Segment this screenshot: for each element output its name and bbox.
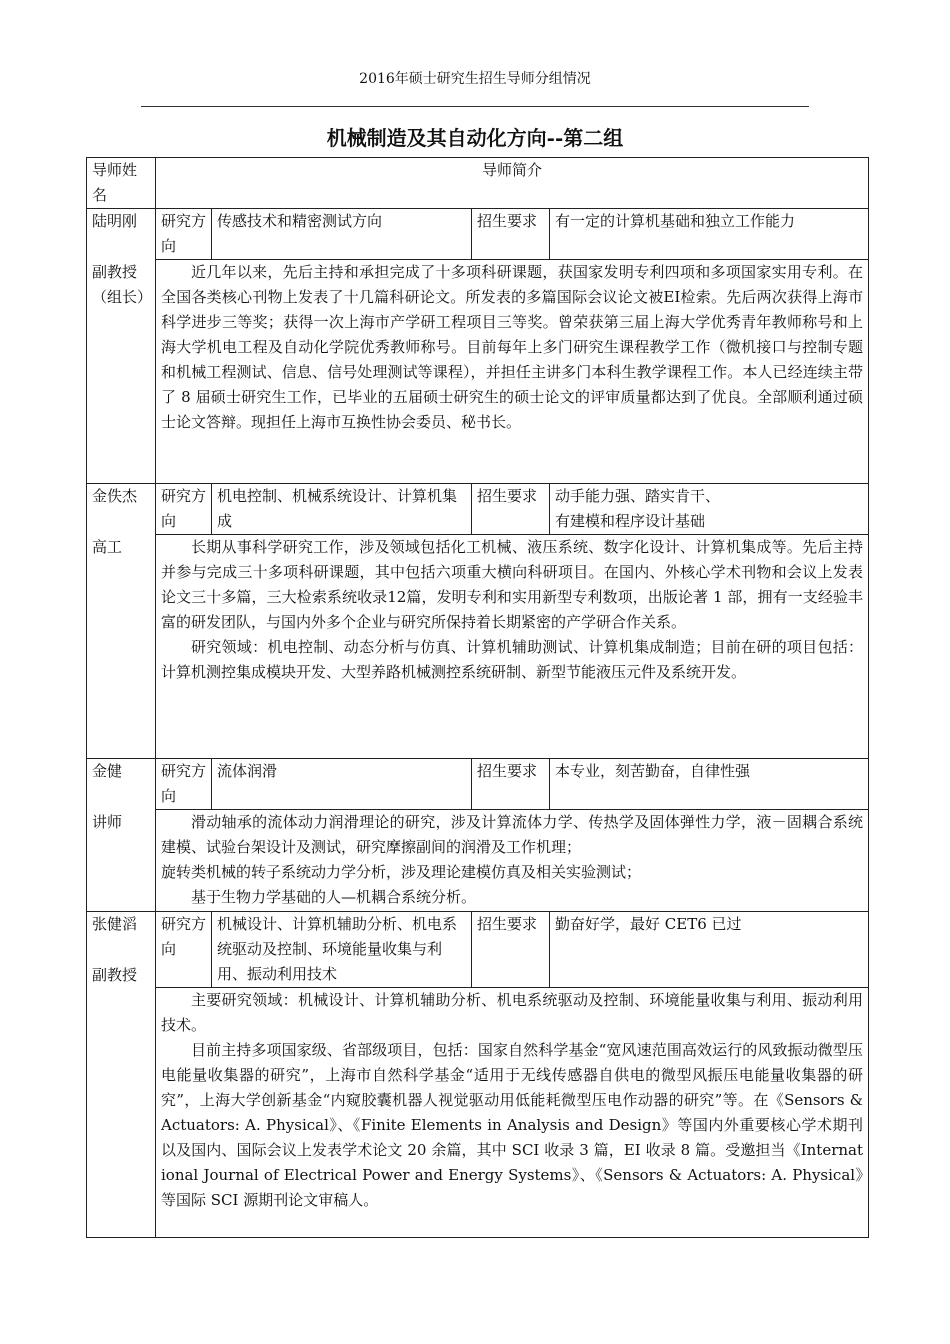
page-header: 2016年硕士研究生招生导师分组情况 [359, 71, 591, 87]
mentor-info-cell [87, 759, 156, 912]
bio-paragraph: 近几年以来，先后主持和承担完成了十多项科研课题，获国家发明专利四项和多项国家实用专利。在全国各类核心刊物上发表了十几篇科研论文。所发表的多篇国际会议论文被EI检索。先后两次获得上海市科学进步三等奖；获得一次上海市产学研工程项目三等奖。曾荣获第三届上海大学优秀青年教师称号和上海大学机电工程及自动化学院优秀教师称号。目前每年上多门研究生课程教学工作（微机接口与控制专题和机械工程测试、信息、信号处理测试等课程），并担任主讲多门本科生教学课程工作。本人已经连续主带了 8 届硕士研究生工作，已毕业的五届硕士研究生的硕士论文的评审质量都达到了优良。全部顺利通过硕士论文答辩。现担任上海市互换性协会委员、秘书长。 [161, 263, 864, 431]
research-direction: 传感技术和精密测试方向 [212, 209, 472, 260]
mentor-bio [156, 810, 869, 912]
research-direction: 机械设计、计算机辅助分析、机电系统驱动及控制、环境能量收集与利用、振动利用技术 [212, 912, 472, 988]
direction-label: 研究方向 [156, 759, 212, 810]
mentor-title: 副教授 [92, 966, 138, 984]
requirement-line: 有建模和程序设计基础 [555, 512, 706, 530]
mentor-name: 张健滔 [92, 915, 138, 933]
table-row [87, 209, 869, 260]
table-row [87, 535, 869, 759]
research-direction: 流体润滑 [212, 759, 472, 810]
table-row [87, 260, 869, 484]
direction-label: 研究方向 [156, 484, 212, 535]
mentor-name: 陆明刚 [92, 212, 138, 230]
mentor-title: 副教授（组长） [92, 263, 153, 306]
mentor-info-cell [87, 912, 156, 1238]
table-row [87, 912, 869, 988]
mentor-bio [156, 988, 869, 1238]
document-title: 机械制造及其自动化方向--第二组 [326, 126, 624, 150]
header-divider [141, 106, 809, 107]
mentor-bio [156, 260, 869, 484]
bio-paragraph: 长期从事科学研究工作，涉及领域包括化工机械、液压系统、数字化设计、计算机集成等。先后主持并参与完成三十多项科研课题，其中包括六项重大横向科研项目。在国内、外核心学术刊物和会议上发表论文三十多篇，三大检索系统收录12篇，发明专利和实用新型专利数项，出版论著 1 部，拥有一支经验丰富的研发团队，与国内外多个企业与研究所保持着长期紧密的产学研合作关系。 [161, 538, 864, 631]
requirement-label: 招生要求 [472, 209, 550, 260]
bio-paragraph: 主要研究领域：机械设计、计算机辅助分析、机电系统驱动及控制、环境能量收集与利用、振动利用技术。 [161, 991, 864, 1034]
mentor-name-header: 导师姓名 [87, 158, 156, 209]
bio-paragraph: 研究领域：机电控制、动态分析与仿真、计算机辅助测试、计算机集成制造；目前在研的项目包括：计算机测控集成模块开发、大型养路机械测控系统研制、新型节能液压元件及系统开发。 [161, 638, 864, 681]
table-row [87, 988, 869, 1238]
mentor-intro-header: 导师简介 [156, 158, 869, 209]
table-row [87, 759, 869, 810]
admission-requirement: 有一定的计算机基础和独立工作能力 [550, 209, 869, 260]
admission-requirement [550, 484, 869, 535]
bio-paragraph: 旋转类机械的转子系统动力学分析，涉及理论建模仿真及相关实验测试； [161, 863, 642, 881]
requirement-line: 动手能力强、踏实肯干、 [555, 487, 721, 505]
mentor-bio [156, 535, 869, 759]
table-header-row [87, 158, 869, 209]
mentor-title: 讲师 [92, 813, 123, 831]
mentor-name: 金佚杰 [92, 487, 138, 505]
table-row [87, 810, 869, 912]
mentor-table [86, 157, 869, 1238]
bio-paragraph: 目前主持多项国家级、省部级项目，包括：国家自然科学基金“宽风速范围高效运行的风致振动微型压电能量收集器的研究”，上海市自然科学基金“适用于无线传感器自供电的微型风振压电能量收集器的研究”，上海大学创新基金“内窥胶囊机器人视觉驱动用低能耗微型压电作动器的研究”等。在《Sensors & Actuators: A. Physical》、《Finite Elements in Analysis and Design》等国内外重要核心学术期刊以及国内、国际会议上发表学术论文 20 余篇，其中 SCI 收录 3 篇，EI 收录 8 篇。受邀担当《International Journal of Electrical Power and Energy Systems》、《Sensors & Actuators: A. Physical》等国际 SCI 源期刊论文审稿人。 [161, 1041, 864, 1209]
bio-paragraph: 滑动轴承的流体动力润滑理论的研究，涉及计算流体力学、传热学及固体弹性力学，液－固耦合系统建模、试验台架设计及测试，研究摩擦副间的润滑及工作机理； [161, 813, 864, 856]
direction-label: 研究方向 [156, 912, 212, 988]
requirement-label: 招生要求 [472, 912, 550, 988]
mentor-info-cell [87, 484, 156, 759]
mentor-title: 高工 [92, 538, 123, 556]
requirement-label: 招生要求 [472, 484, 550, 535]
table-row [87, 484, 869, 535]
requirement-label: 招生要求 [472, 759, 550, 810]
admission-requirement: 本专业，刻苦勤奋，自律性强 [550, 759, 869, 810]
mentor-name: 金健 [92, 762, 123, 780]
admission-requirement: 勤奋好学，最好 CET6 已过 [550, 912, 869, 988]
bio-paragraph: 基于生物力学基础的人—机耦合系统分析。 [191, 888, 477, 906]
mentor-info-cell [87, 209, 156, 484]
research-direction: 机电控制、机械系统设计、计算机集成 [212, 484, 472, 535]
direction-label: 研究方向 [156, 209, 212, 260]
